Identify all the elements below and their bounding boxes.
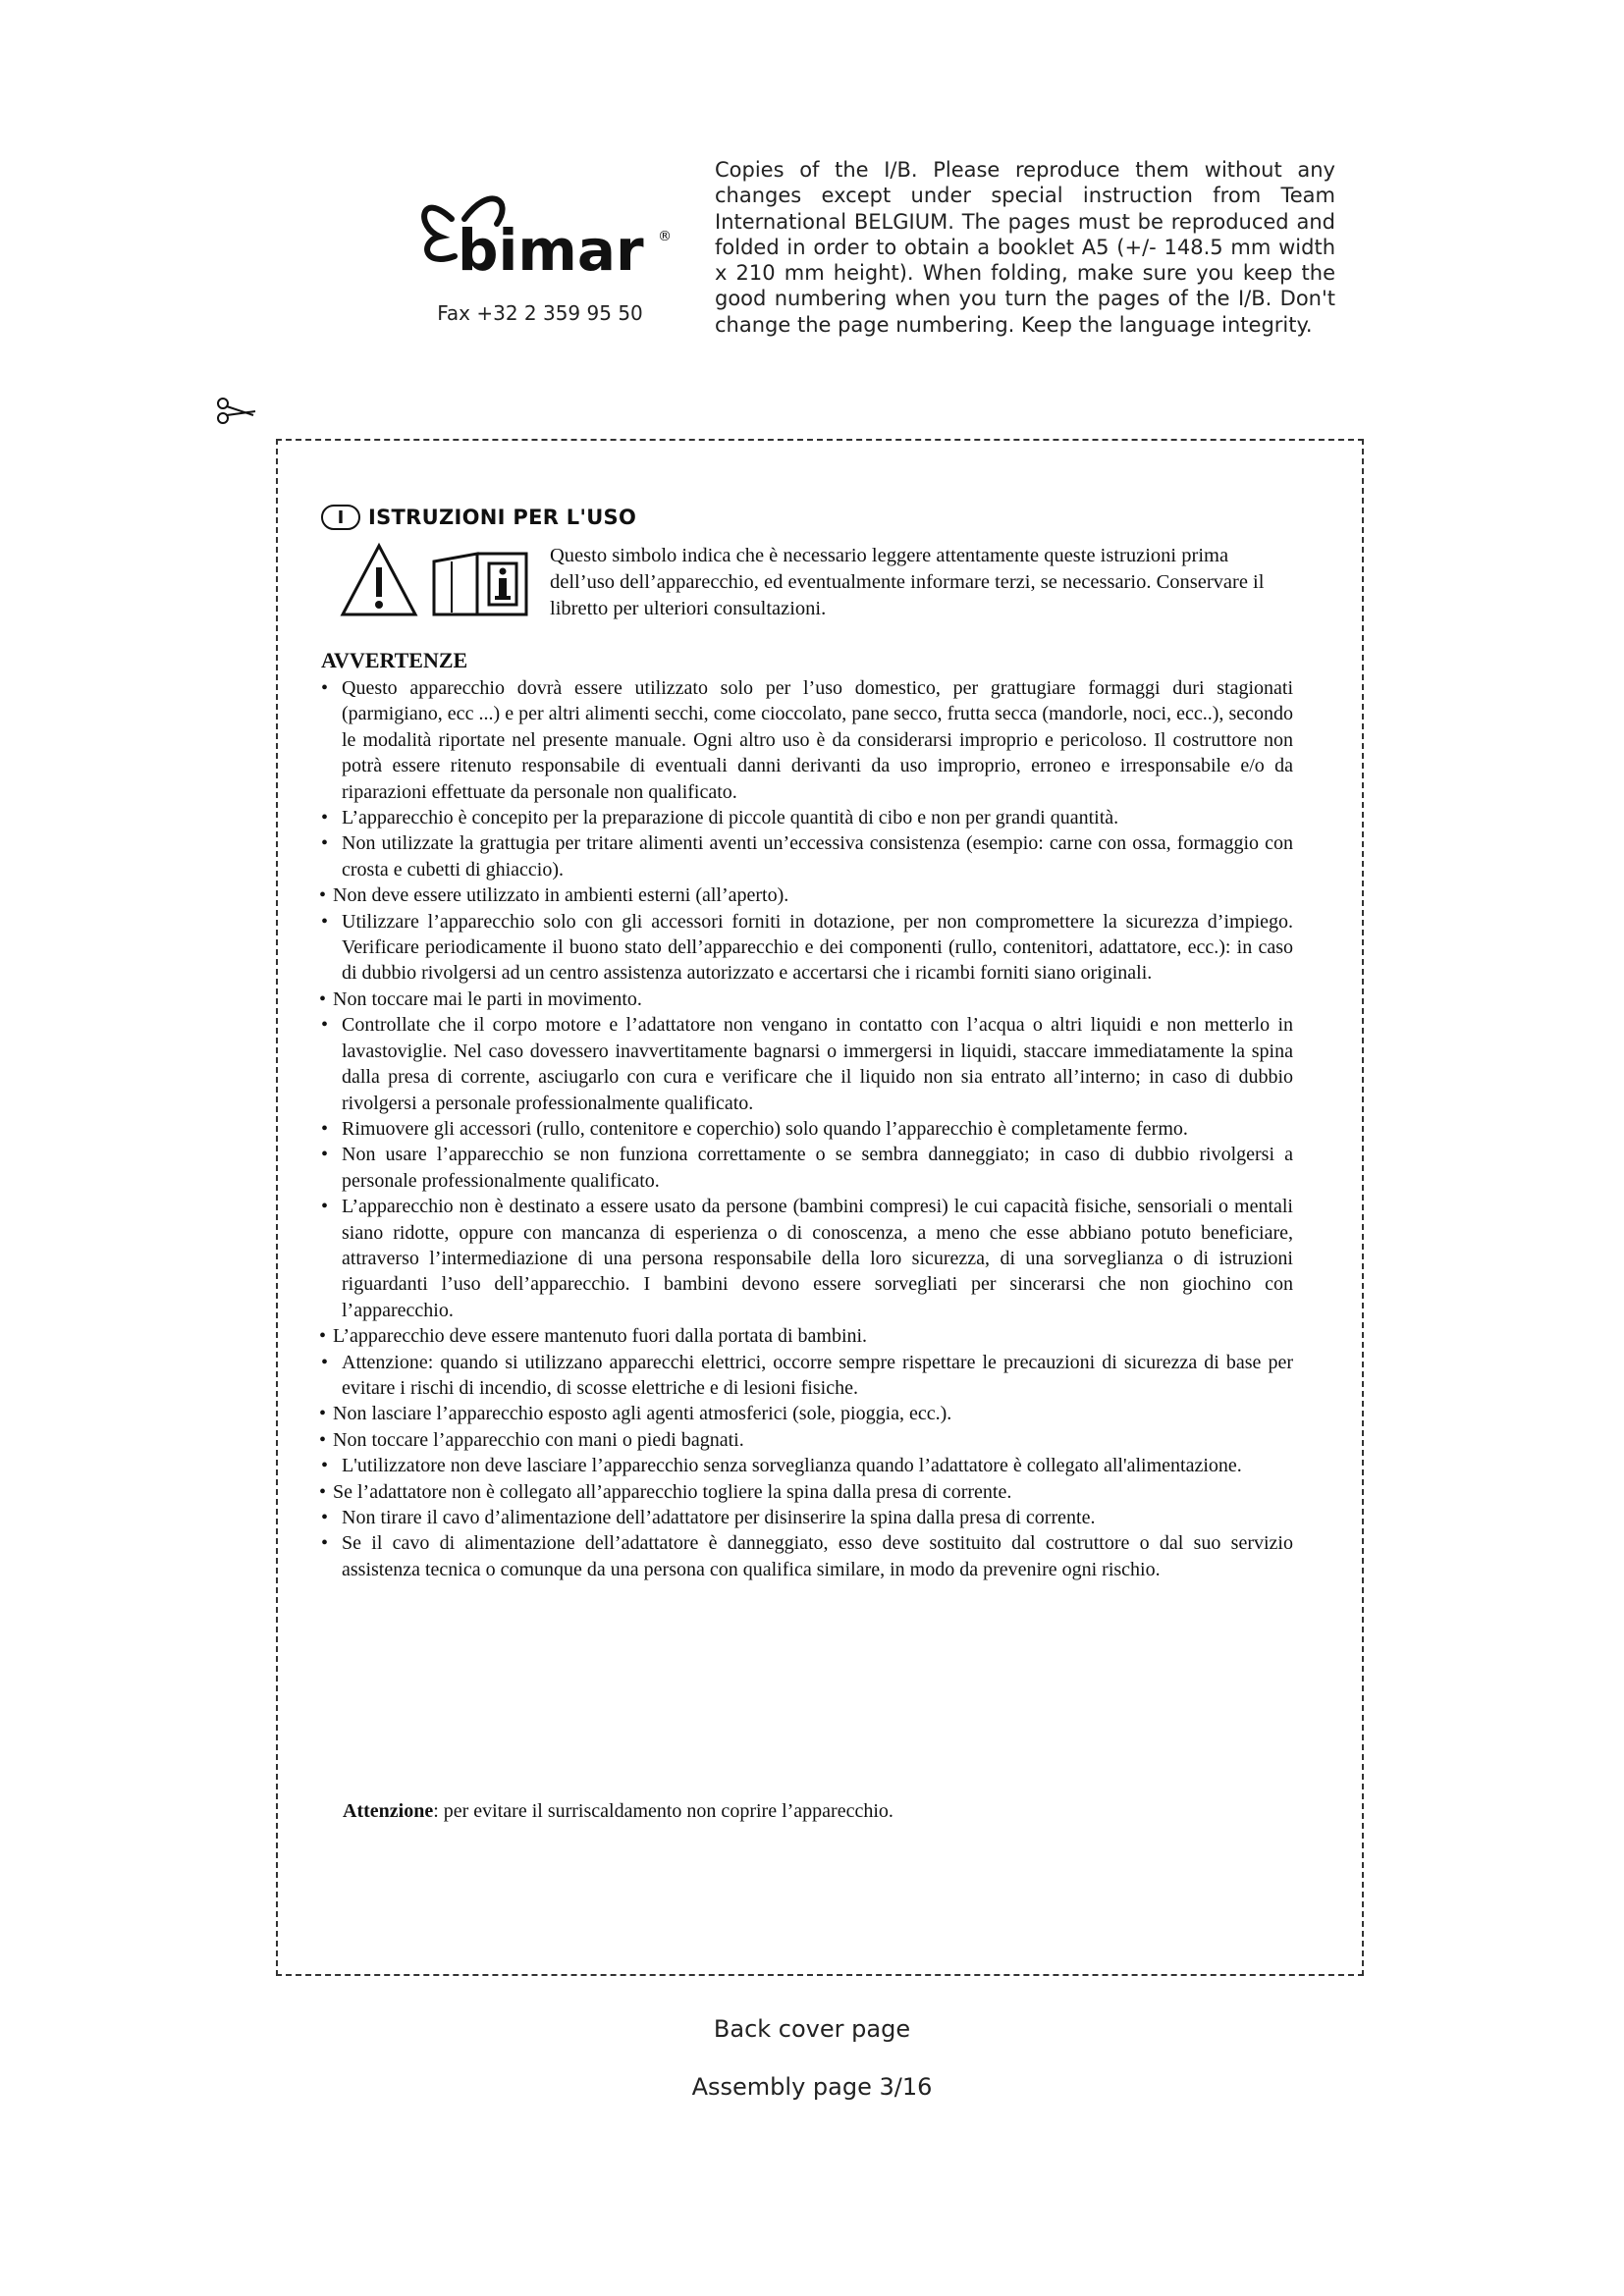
- list-item: • Non deve essere utilizzato in ambienti esterni (all’aperto).: [319, 884, 789, 907]
- list-item: • Controllate che il corpo motore e l’adattatore non vengano in contatto con l’acqua o altri liquidi e non metterlo in lavastoviglie. Nel caso dovessero inavvertitamente bagnarsi o immergersi in liquidi, staccare immediatamente la spina dalla presa di corrente, asciugarlo con cura e verificare che il liquido non sia entrato all’interno; in caso di dubbio rivolgersi a personale professionalmente qualificato.: [321, 1014, 1293, 1114]
- attention-text: : per evitare il surriscaldamento non coprire l’apparecchio.: [433, 1800, 893, 1822]
- list-item: • L’apparecchio è concepito per la preparazione di piccole quantità di cibo e non per grandi quantità.: [321, 807, 1119, 829]
- read-manual-icon: [426, 550, 534, 618]
- list-item: • Attenzione: quando si utilizzano apparecchi elettrici, occorre sempre rispettare le precauzioni di sicurezza di base per evitare i rischi di incendio, di scosse elettriche e di lesioni fisiche.: [321, 1351, 1293, 1399]
- section-title: [321, 503, 636, 532]
- list-item: • Questo apparecchio dovrà essere utilizzato solo per l’uso domestico, per grattugiare formaggi duri stagionati (parmigiano, ecc ...) e per altri alimenti secchi, come cioccolato, pane secco, frutta secca (mandorle, noci, ecc..), secondo le modalità riportate nel presente manuale. Ogni altro uso è da considerarsi improprio e pericoloso. Il costruttore non potrà essere ritenuto responsabile di eventuali danni derivanti da uso improprio, erroneo e irresponsabile e/o da riparazioni effettuate da personale non qualificato.: [321, 677, 1293, 803]
- list-item: • Non tirare il cavo d’alimentazione dell’adattatore per disinserire la spina dalla presa di corrente.: [321, 1507, 1096, 1528]
- logo-wordmark: bimar: [458, 217, 644, 284]
- bimar-logo: [410, 180, 676, 288]
- fax-number: Fax +32 2 359 95 50: [437, 301, 643, 325]
- section-heading: ISTRUZIONI PER L'USO: [368, 506, 637, 529]
- list-item: • L’apparecchio non è destinato a essere usato da persone (bambini compresi) le cui capacità fisiche, sensoriali o mentali siano ridotte, oppure con mancanza di esperienza o di conoscenza, a meno che esse abbiano potuto beneficiare, attraverso l’intermediazione di una persona responsabile della loro sicurezza, di una sorveglianza o di istruzioni riguardanti l’uso dell’apparecchio. I bambini devono essere sorvegliati per sincerarsi che non giochino con l’apparecchio.: [321, 1196, 1293, 1321]
- list-item: • Non usare l’apparecchio se non funziona correttamente o se sembra danneggiato; in caso di dubbio rivolgersi a personale professionalmente qualificato.: [321, 1144, 1293, 1192]
- registered-mark: ®: [658, 229, 672, 244]
- warnings-list: [319, 675, 1293, 1582]
- list-item: • Se il cavo di alimentazione dell’adattatore è danneggiato, esso deve sostituito dal costruttore o dal suo servizio assistenza tecnica o comunque da una persona con qualifica similare, in modo da prevenire ogni rischio.: [321, 1532, 1293, 1580]
- scissors-icon: [214, 397, 259, 426]
- list-item: • L'utilizzatore non deve lasciare l’apparecchio senza sorveglianza quando l’adattatore è collegato all'alimentazione.: [321, 1455, 1242, 1477]
- list-item: • Non toccare mai le parti in movimento.: [319, 988, 642, 1010]
- list-item: • Non toccare l’apparecchio con mani o piedi bagnati.: [319, 1428, 744, 1451]
- intro-text: Questo simbolo indica che è necessario leggere attentamente queste istruzioni prima dell’uso dell’apparecchio, ed eventualmente informare terzi, se necessario. Conservare il libretto per ulteriori consultazioni.: [550, 545, 1265, 619]
- list-item: • Se l’adattatore non è collegato all’apparecchio togliere la spina dalla presa di corrente.: [319, 1480, 1012, 1503]
- attention-note: [343, 1800, 893, 1823]
- assembly-page-label: Assembly page 3/16: [691, 2073, 933, 2101]
- list-item: • Non utilizzate la grattugia per tritare alimenti aventi un’eccessiva consistenza (esempio: carne con ossa, formaggio con crosta e cubetti di ghiaccio).: [321, 832, 1293, 881]
- back-cover-label: Back cover page: [713, 2015, 911, 2043]
- warning-triangle-icon: [339, 542, 419, 618]
- list-item: • L’apparecchio deve essere mantenuto fuori dalla portata di bambini.: [319, 1325, 868, 1348]
- warnings-heading: AVVERTENZE: [321, 648, 468, 672]
- list-item: • Rimuovere gli accessori (rullo, contenitore e coperchio) solo quando l’apparecchio è completamente fermo.: [321, 1117, 1188, 1140]
- list-item: • Utilizzare l’apparecchio solo con gli accessori forniti in dotazione, per non compromettere la sicurezza d’impiego. Verificare periodicamente il buono stato dell’apparecchio e dei componenti (rullo, contenitori, adattatore, ecc.): in caso di dubbio rivolgersi ad un centro assistenza autorizzato e accertarsi che i ricambi forniti siano originali.: [321, 910, 1293, 985]
- list-item: • Non lasciare l’apparecchio esposto agli agenti atmosferici (sole, pioggia, ecc.).: [319, 1403, 952, 1425]
- copies-note: Copies of the I/B. Please reproduce them without any changes except under special instruction from Team International BELGIUM. The pages must be reproduced and folded in order to obtain a booklet A5 (+/- 148.5 mm width x 210 mm height). When folding, make sure you keep the good numbering when you turn the pages of the I/B. Don't change the page numbering. Keep the language integrity.: [715, 158, 1335, 337]
- attention-label: Attenzione: [343, 1800, 434, 1822]
- language-badge: I: [321, 505, 360, 530]
